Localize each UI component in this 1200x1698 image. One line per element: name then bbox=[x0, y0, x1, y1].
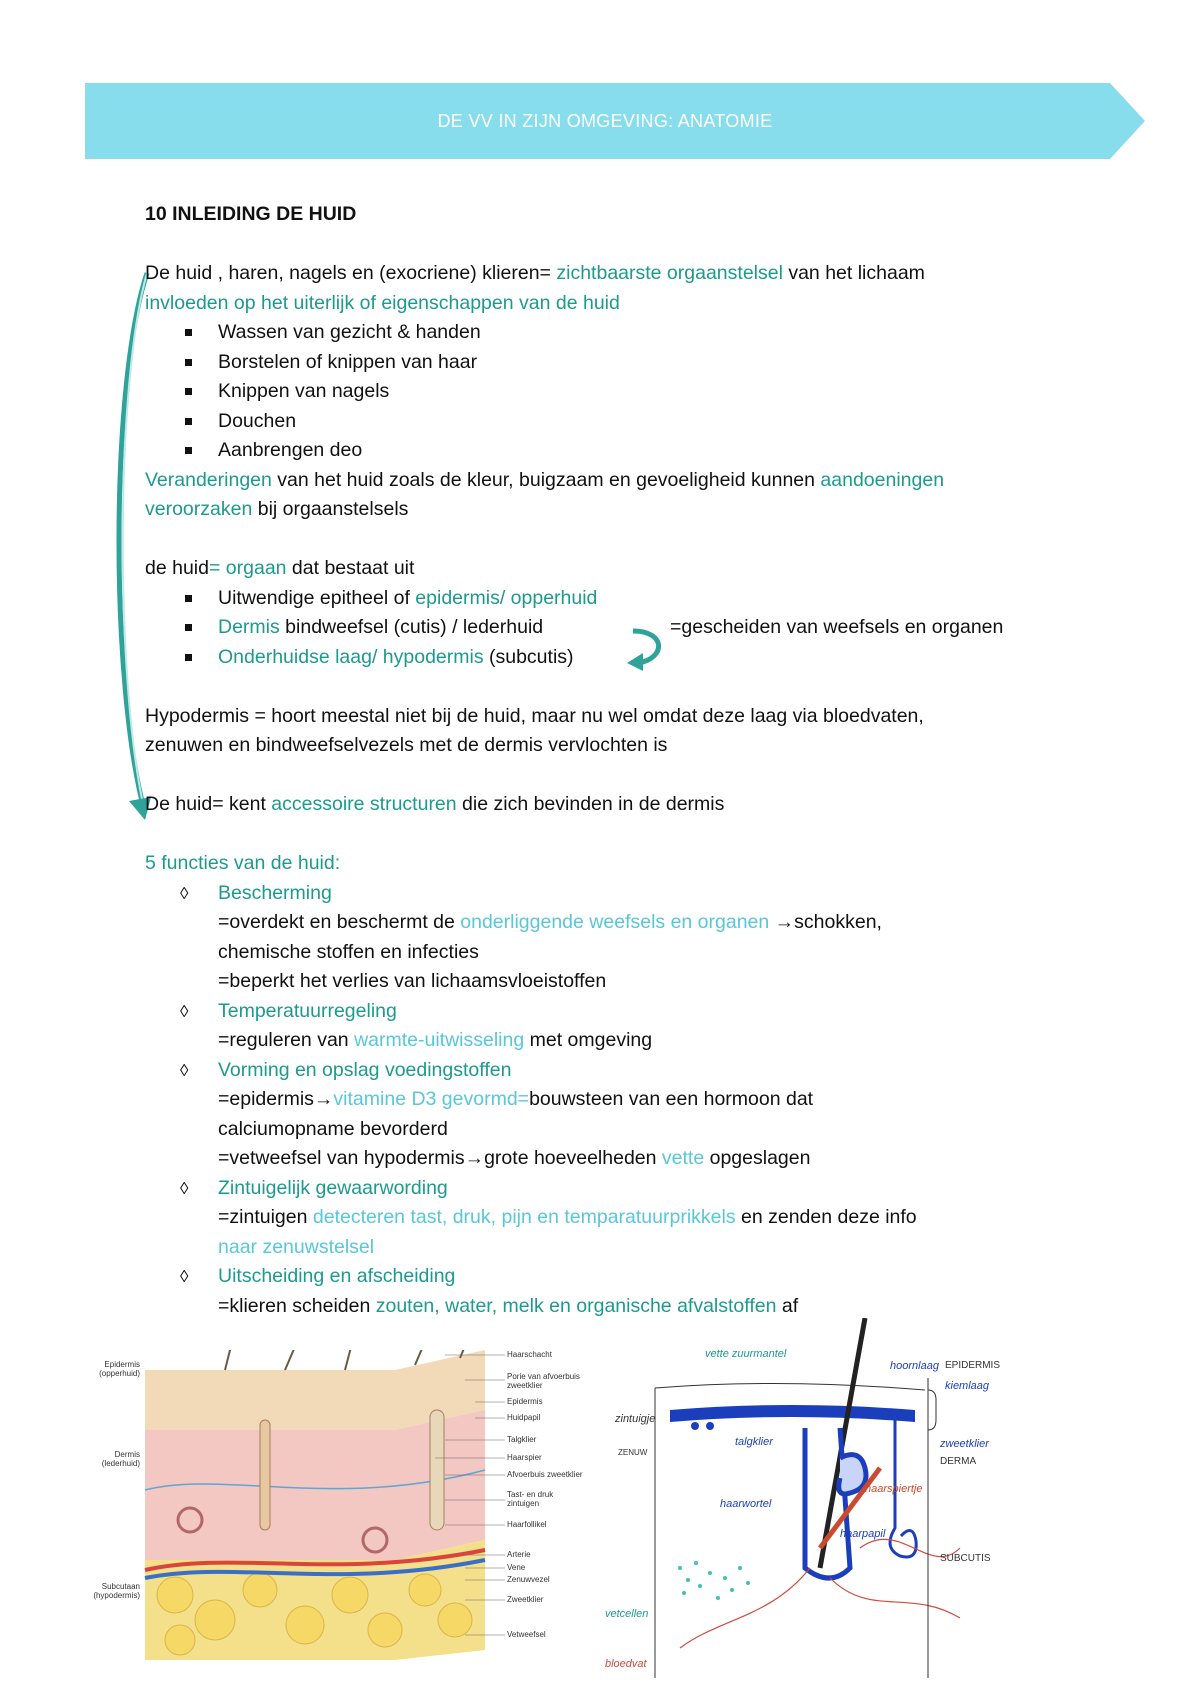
figure-label: talgklier bbox=[735, 1436, 773, 1448]
figure-label: Epidermis bbox=[507, 1397, 543, 1406]
figure-label: Epidermis (opperhuid) bbox=[99, 1360, 140, 1378]
list-item bbox=[145, 584, 1105, 614]
hand-drawn-illustration bbox=[640, 1318, 1100, 1688]
figure-label: haarspiertje bbox=[865, 1483, 923, 1495]
diamond-icon: ◊ bbox=[180, 883, 189, 903]
text-span: dat bestaat uit bbox=[286, 557, 415, 579]
highlight-span: detecteren tast, druk, pijn en temparatuurprikkels bbox=[312, 1206, 736, 1228]
text-span: de huid bbox=[145, 557, 209, 579]
figure-label: Vetweefsel bbox=[507, 1630, 546, 1639]
list-item bbox=[145, 613, 1105, 643]
list-item bbox=[145, 348, 1105, 378]
text-span: =vetweefsel van hypodermis→grote hoeveelheden bbox=[218, 1147, 662, 1169]
function-line: chemische stoffen en infecties bbox=[218, 940, 479, 963]
highlight-span: zichtbaarste orgaanstelsel bbox=[556, 262, 783, 284]
function-line bbox=[145, 908, 1105, 938]
list-item bbox=[145, 407, 1105, 437]
function-title bbox=[145, 1056, 1105, 1086]
bullet-icon bbox=[185, 447, 192, 454]
text-span: De huid= kent bbox=[145, 793, 272, 815]
hypodermis-line-1: Hypodermis = hoort meestal niet bij de huid, maar nu wel omdat deze laag via bloedvaten, bbox=[145, 704, 924, 727]
figure-label: EPIDERMIS bbox=[945, 1360, 1001, 1371]
bullet-icon bbox=[185, 388, 192, 395]
text-span: en zenden deze info bbox=[735, 1206, 917, 1228]
figure-label: haarwortel bbox=[720, 1498, 772, 1510]
bullet-icon bbox=[185, 418, 192, 425]
hand-drawn-skin-figure bbox=[605, 1318, 1100, 1688]
highlight-span: aandoeningen bbox=[820, 468, 945, 491]
figure-label: Tast- en druk zintuigen bbox=[507, 1490, 554, 1508]
function-line: =beperkt het verlies van lichaamsvloeistoffen bbox=[218, 970, 607, 992]
highlight-span: vitamine D3 gevormd= bbox=[333, 1088, 530, 1110]
list-item bbox=[145, 436, 1105, 466]
highlight-span: = orgaan bbox=[208, 557, 287, 579]
header-banner bbox=[85, 83, 1145, 159]
diamond-icon: ◊ bbox=[180, 1267, 189, 1286]
text-span: =reguleren van bbox=[218, 1029, 355, 1051]
highlight-span: zouten, water, melk en organische afvalstoffen bbox=[375, 1294, 777, 1317]
list-item-text: Aanbrengen deo bbox=[218, 439, 363, 461]
section-title: 10 INLEIDING DE HUID bbox=[145, 203, 357, 225]
function-line bbox=[145, 1144, 1105, 1174]
function-line bbox=[145, 1026, 1105, 1056]
figure-label: bloedvat bbox=[605, 1658, 647, 1670]
list-item bbox=[145, 318, 1105, 348]
text-span: Uitwendige epitheel of bbox=[218, 586, 416, 609]
figure-label: Haarspier bbox=[507, 1453, 542, 1462]
function-title-text: Zintuigelijk gewaarwording bbox=[218, 1176, 448, 1199]
figure-label: kiemlaag bbox=[945, 1380, 990, 1392]
highlight-span: Dermis bbox=[218, 616, 280, 638]
figure-label: ZENUW bbox=[618, 1448, 648, 1457]
function-line: calciumopname bevorderd bbox=[218, 1117, 448, 1140]
figure-label: DERMA bbox=[940, 1456, 977, 1467]
highlight-span: Veranderingen bbox=[145, 468, 272, 491]
main-content bbox=[145, 200, 1105, 1321]
figure-label: Zweetklier bbox=[507, 1595, 544, 1604]
function-title bbox=[145, 997, 1105, 1027]
function-title bbox=[145, 1262, 1105, 1292]
text-span: bindweefsel (cutis) / lederhuid bbox=[279, 616, 544, 638]
bullet-icon bbox=[185, 329, 192, 336]
text-span: met omgeving bbox=[524, 1029, 653, 1051]
text-span: →schokken, bbox=[774, 911, 882, 933]
accessoire-line bbox=[145, 790, 1105, 820]
organ-line bbox=[145, 554, 1105, 584]
text-span: (subcutis) bbox=[483, 645, 574, 668]
highlight-span: warmte-uitwisseling bbox=[354, 1029, 525, 1051]
text-span: van het huid zoals de kleur, buigzaam en gevoeligheid kunnen bbox=[271, 468, 821, 491]
highlight-span: Onderhuidse laag/ hypodermis bbox=[218, 645, 484, 668]
diamond-icon: ◊ bbox=[180, 1060, 189, 1080]
function-title-text: Uitscheiding en afscheiding bbox=[218, 1265, 456, 1287]
figure-label: hoornlaag bbox=[890, 1360, 939, 1372]
figure-label: zweetklier bbox=[940, 1438, 989, 1450]
text-span: die zich bevinden in de dermis bbox=[456, 793, 725, 815]
list-item-text: Knippen van nagels bbox=[218, 380, 390, 402]
text-span: opgeslagen bbox=[704, 1147, 811, 1169]
text-span: De huid , haren, nagels en (exocriene) klieren= bbox=[145, 262, 557, 284]
list-item bbox=[145, 377, 1105, 407]
bullet-icon bbox=[185, 359, 192, 366]
figure-label: Huidpapil bbox=[507, 1413, 541, 1422]
text-span: =epidermis→ bbox=[218, 1088, 334, 1110]
figure-label: Afvoerbuis zweetklier bbox=[507, 1470, 583, 1479]
figure-label: Talgklier bbox=[507, 1435, 537, 1444]
function-title-text: Temperatuurregeling bbox=[218, 999, 397, 1022]
text-span: =overdekt en beschermt de bbox=[218, 911, 461, 933]
bullet-icon bbox=[185, 654, 192, 661]
functions-title: 5 functies van de huid: bbox=[145, 852, 341, 874]
figure-label: vette zuurmantel bbox=[705, 1348, 787, 1360]
figure-label: vetcellen bbox=[605, 1608, 649, 1620]
highlight-span: vette bbox=[661, 1147, 705, 1169]
highlight-span: accessoire structuren bbox=[271, 793, 457, 815]
figure-label: Haarfollikel bbox=[507, 1520, 547, 1529]
intro-line-2: invloeden op het uiterlijk of eigenschappen van de huid bbox=[145, 291, 620, 314]
diamond-icon: ◊ bbox=[180, 1178, 189, 1198]
diamond-icon: ◊ bbox=[180, 1001, 189, 1021]
function-title-text: Bescherming bbox=[218, 881, 332, 904]
list-item-text: Douchen bbox=[218, 409, 297, 432]
highlight-span: veroorzaken bbox=[145, 498, 253, 520]
figure-label: Arterie bbox=[507, 1550, 531, 1559]
function-line: naar zenuwstelsel bbox=[218, 1235, 375, 1258]
figure-label: Porie van afvoerbuis zweetklier bbox=[507, 1372, 580, 1390]
text-span: =zintuigen bbox=[218, 1206, 313, 1228]
intro-line-1 bbox=[145, 259, 1105, 289]
figure-label: SUBCUTIS bbox=[940, 1553, 991, 1564]
function-title bbox=[145, 1174, 1105, 1204]
function-line bbox=[145, 1292, 1105, 1322]
intro-line-4 bbox=[145, 495, 1105, 525]
text-span: af bbox=[776, 1294, 799, 1317]
highlight-span: epidermis/ opperhuid bbox=[415, 586, 598, 609]
figure-label: zintuigje bbox=[615, 1413, 656, 1425]
skin-cross-section-figure bbox=[85, 1350, 605, 1660]
highlight-span: onderliggende weefsels en organen bbox=[460, 911, 775, 933]
text-span: =klieren scheiden bbox=[218, 1294, 376, 1317]
figure-label: haarpapil bbox=[840, 1528, 886, 1540]
function-title-text: Vorming en opslag voedingstoffen bbox=[218, 1058, 512, 1081]
side-note: =gescheiden van weefsels en organen bbox=[670, 616, 1004, 638]
figure-label: Haarschacht bbox=[507, 1350, 552, 1359]
figure-label: Dermis (lederhuid) bbox=[101, 1450, 140, 1468]
figure-label: Zenuwvezel bbox=[507, 1575, 550, 1584]
list-item-text: Wassen van gezicht & handen bbox=[218, 321, 481, 343]
figure-label: Subcutaan (hypodermis) bbox=[93, 1582, 140, 1600]
function-line bbox=[145, 1085, 1105, 1115]
hypodermis-line-2: zenuwen en bindweefselvezels met de dermis vervlochten is bbox=[145, 734, 668, 756]
intro-line-3 bbox=[145, 466, 1105, 496]
bullet-icon bbox=[185, 595, 192, 602]
function-title bbox=[145, 879, 1105, 909]
document-title: DE VV IN ZIJN OMGEVING: ANATOMIE bbox=[437, 110, 773, 131]
function-line bbox=[145, 1203, 1105, 1233]
text-span: bouwsteen van een hormoon dat bbox=[529, 1088, 814, 1110]
text-span: van het lichaam bbox=[782, 262, 925, 284]
text-span: bij orgaanstelsels bbox=[252, 498, 409, 520]
bullet-icon bbox=[185, 624, 192, 631]
list-item bbox=[145, 643, 1105, 673]
figure-label: Vene bbox=[507, 1563, 526, 1572]
list-item-text: Borstelen of knippen van haar bbox=[218, 350, 478, 373]
